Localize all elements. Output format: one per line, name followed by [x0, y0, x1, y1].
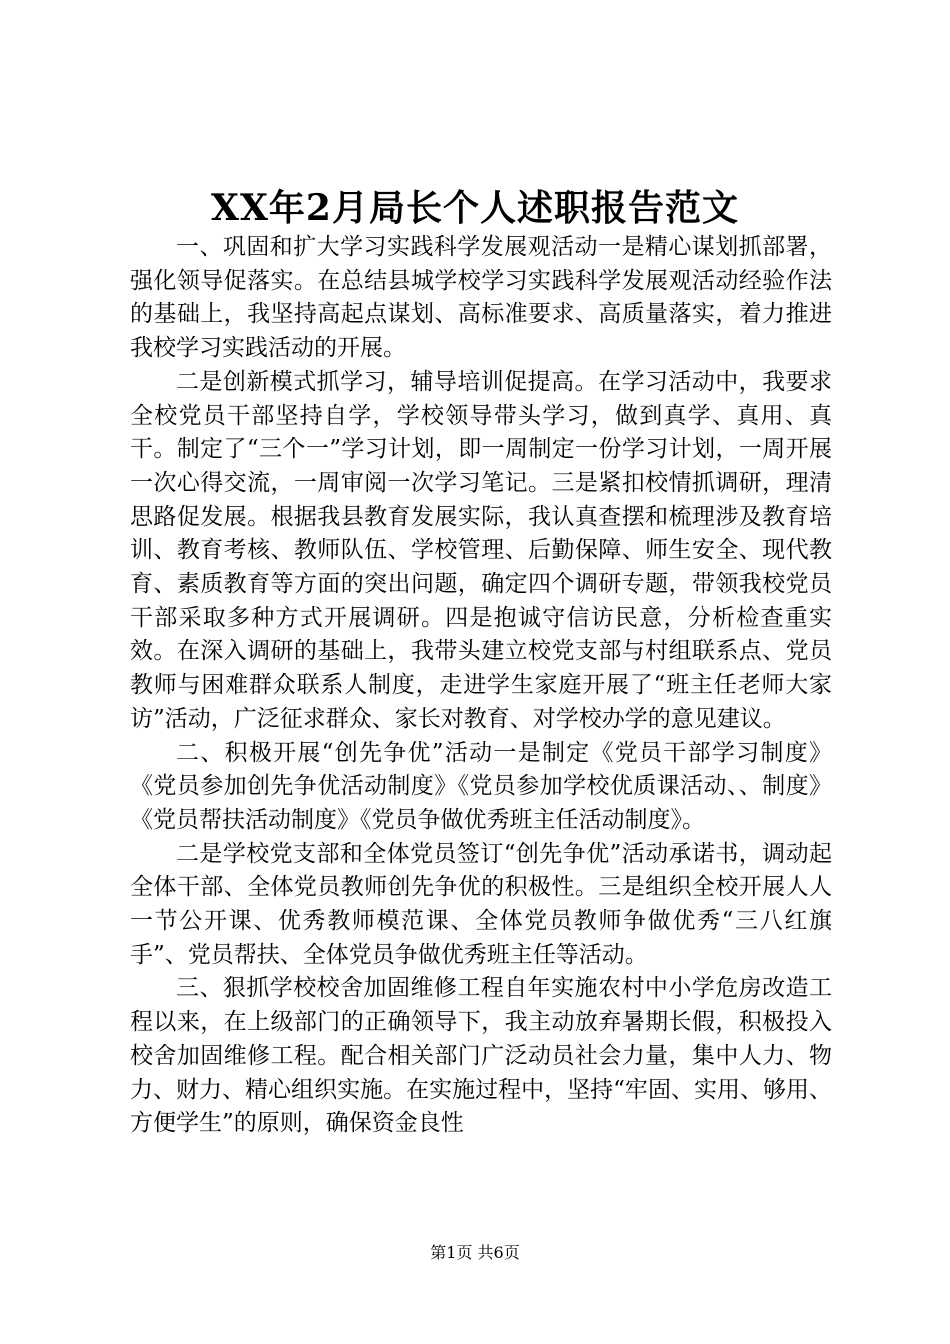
paragraph: 二是学校党支部和全体党员签订“创先争优”活动承诺书，调动起全体干部、全体党员教师创先争优的积极性。三是组织全校开展人人一节公开课、优秀教师模范课、全体党员教师争做优秀“三八红旗手”、党员帮扶、全体党员争做优秀班主任等活动。	[130, 840, 832, 968]
paragraph: 一、巩固和扩大学习实践科学发展观活动一是精心谋划抓部署，强化领导促落实。在总结县城学校学习实践科学发展观活动经验作法的基础上，我坚持高起点谋划、高标准要求、高质量落实，着力推进我校学习实践活动的开展。	[130, 234, 832, 362]
paragraph: 二是创新模式抓学习，辅导培训促提高。在学习活动中，我要求全校党员干部坚持自学，学校领导带头学习，做到真学、真用、真干。制定了“三个一”学习计划，即一周制定一份学习计划，一周开展一次心得交流，一周审阅一次学习笔记。三是紧扣校情抓调研，理清思路促发展。根据我县教育发展实际，我认真查摆和梳理涉及教育培训、教育考核、教师队伍、学校管理、后勤保障、师生安全、现代教育、素质教育等方面的突出问题，确定四个调研专题，带领我校党员干部采取多种方式开展调研。四是抱诚守信访民意，分析检查重实效。在深入调研的基础上，我带头建立校党支部与村组联系点、党员教师与困难群众联系人制度，走进学生家庭开展了“班主任老师大家访”活动，广泛征求群众、家长对教育、对学校办学的意见建议。	[130, 368, 832, 732]
document-body	[130, 231, 832, 1141]
page-number-footer: 第1页 共6页	[430, 1243, 520, 1262]
paragraph: 三、狠抓学校校舍加固维修工程自年实施农村中小学危房改造工程以来，在上级部门的正确领导下，我主动放弃暑期长假，积极投入校舍加固维修工程。配合相关部门广泛动员社会力量，集中人力、物力、财力、精心组织实施。在实施过程中，坚持“牢固、实用、够用、方便学生”的原则，确保资金良性	[130, 975, 832, 1137]
paragraph: 二、积极开展“创先争优”活动一是制定《党员干部学习制度》《党员参加创先争优活动制度》《党员参加学校优质课活动、、制度》《党员帮扶活动制度》《党员争做优秀班主任活动制度》。	[130, 739, 832, 833]
document-title: XX年2月局长个人述职报告范文	[211, 187, 739, 229]
